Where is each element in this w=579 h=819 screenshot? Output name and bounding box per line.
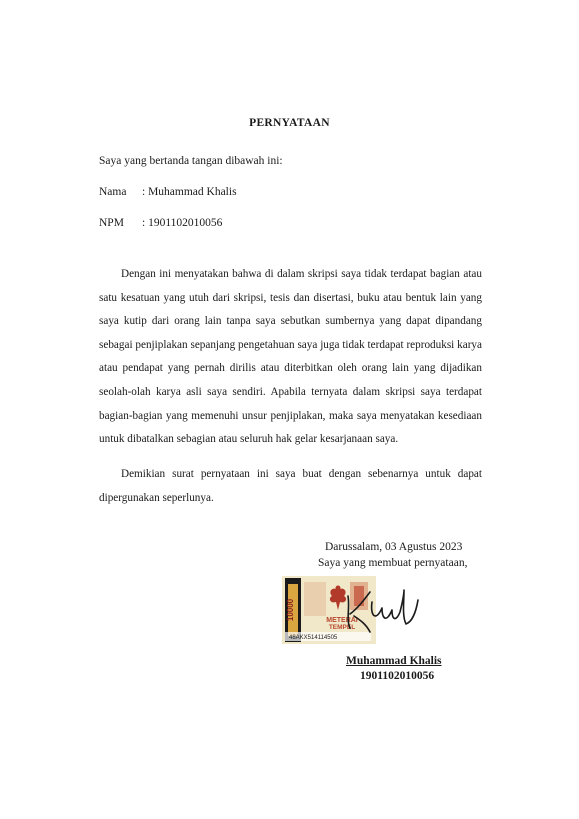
signer-name: Muhammad Khalis [346,655,442,667]
npm-label: NPM [99,217,124,229]
closing-paragraph: Demikian surat pernyataan ini saya buat dengan sebenarnya untuk dapat dipergunakan seperlunya. [99,468,482,504]
place-date: Darussalam, 03 Agustus 2023 [325,541,463,553]
stamp-label-2: TEMPEL [328,624,356,631]
stamp-value: 10000 [286,598,295,622]
name-value: : Muhammad Khalis [142,186,237,198]
statement-paragraph: Dengan ini menyatakan bahwa di dalam skripsi saya tidak terdapat bagian atau satu kesatuan yang utuh dari skripsi, tesis dan disertasi, buku atau bentuk lain yang saya kutip dari orang lain tanpa saya sebutkan sumbernya yang dapat dipandang sebagai penjiplakan sepanjang pengetahuan saya juga tidak terdapat reproduksi karya atau pendapat yang pernah dirilis atau diterbitkan oleh orang lain yang dijadikan seolah-olah karya asli saya sendiri. Apabila ternyata dalam skripsi saya terdapat bagian-bagian yang memenuhi unsur penjiplakan, maka saya menyatakan kesediaan untuk dibatalkan sebagian atau seluruh hak gelar kesarjanaan saya. [99,268,482,446]
handwritten-signature-image [340,582,440,638]
stamp-label-1: METERAI [326,617,358,624]
name-label: Nama [99,186,127,198]
npm-value: : 1901102010056 [142,217,223,229]
signer-role: Saya yang membuat pernyataan, [318,557,468,569]
stamp-serial: 48AKX514114505 [289,635,338,641]
signer-npm: 1901102010056 [360,670,435,682]
intro-text: Saya yang bertanda tangan dibawah ini: [99,155,283,167]
document-title: PERNYATAAN [249,117,330,129]
